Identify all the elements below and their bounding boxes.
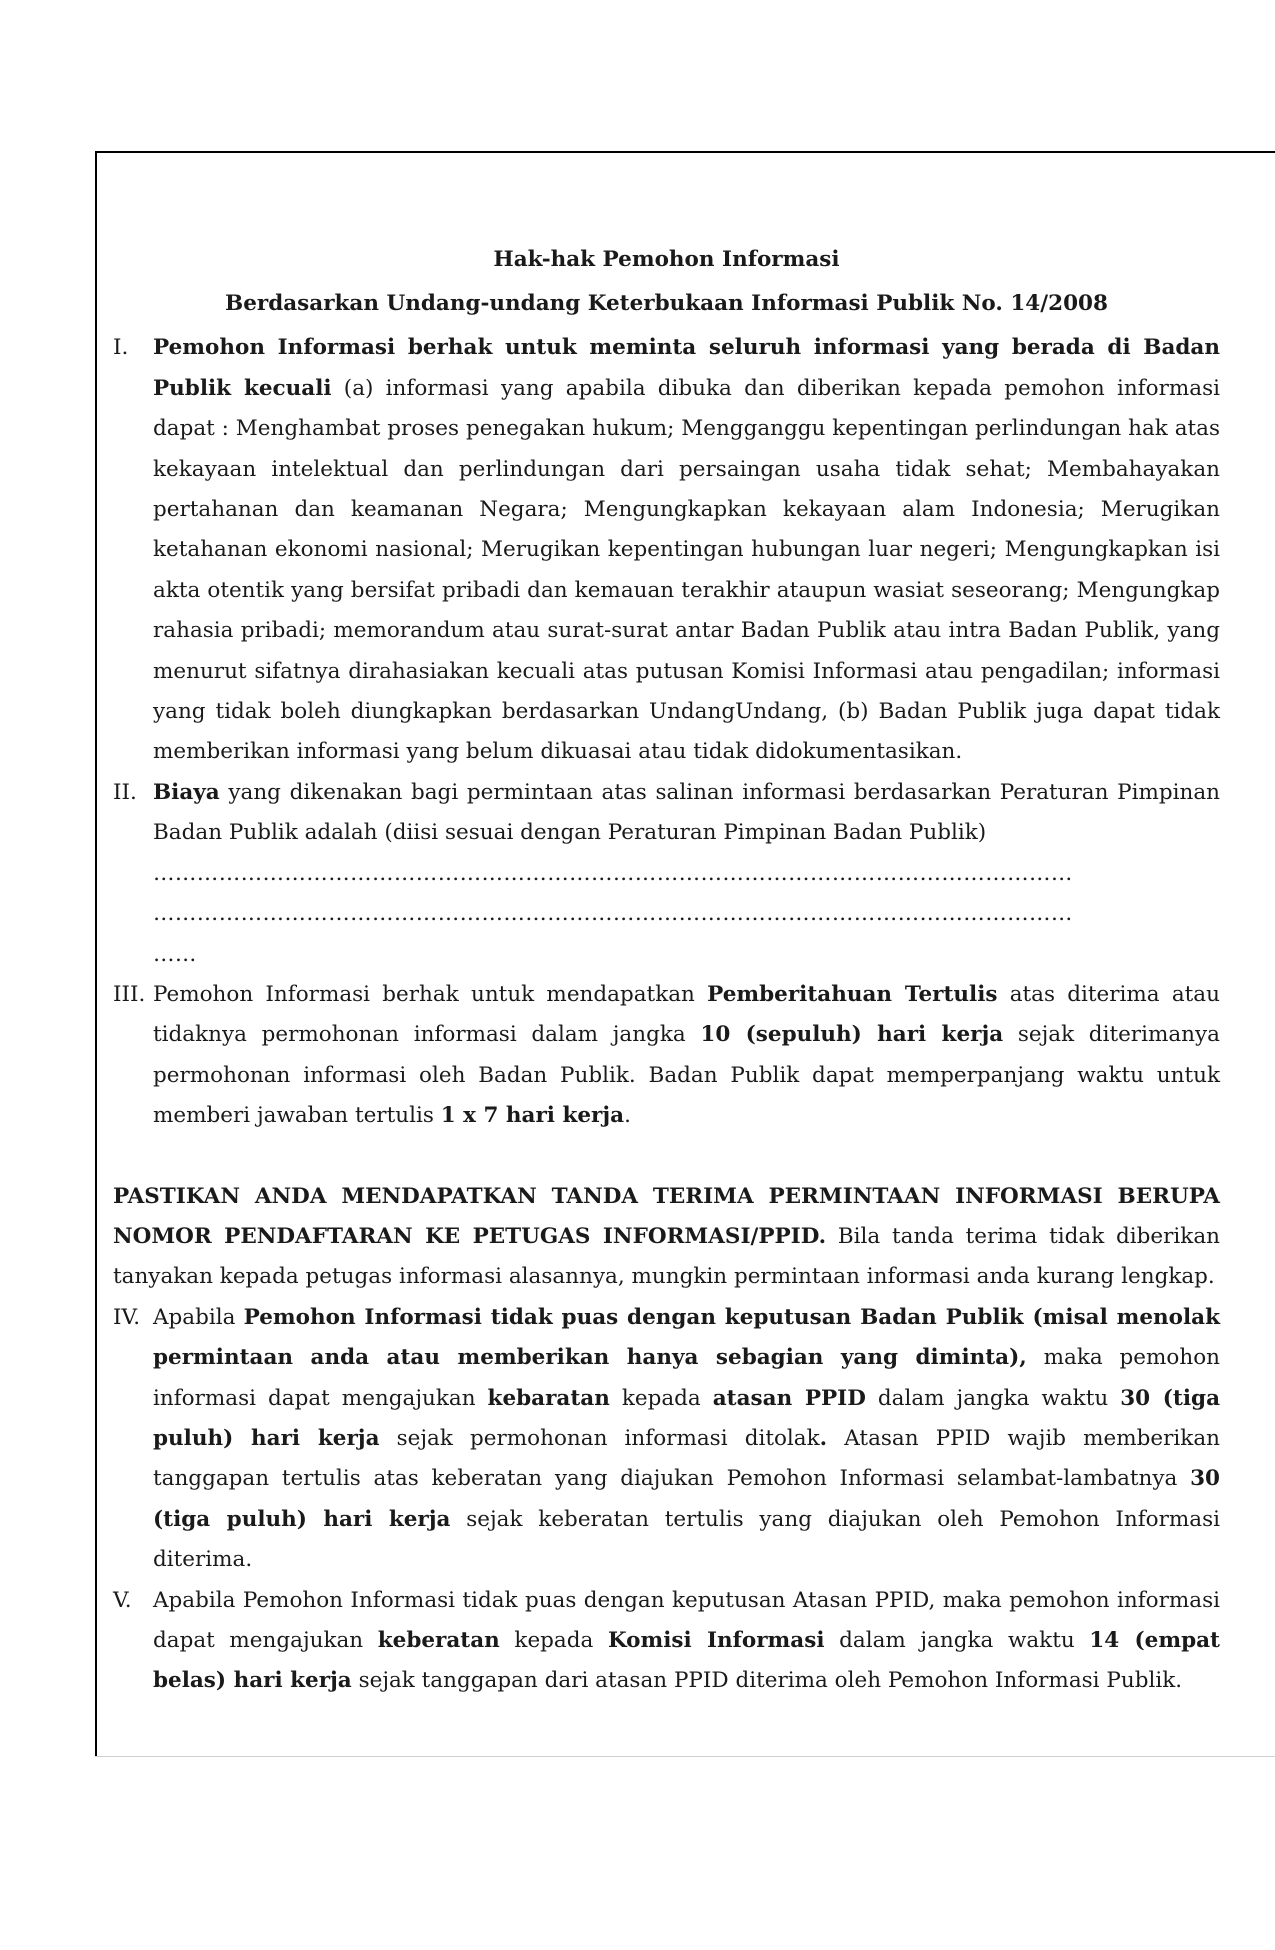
- body-text: (a) informasi yang apabila dibuka dan diberikan kepada pemohon informasi dapat : Menghambat proses penegakan hukum; Mengganggu kepentingan perlindungan hak atas kekayaan intelektual dan perlindungan dari persaingan usaha tidak sehat; Membahayakan pertahanan dan keamanan Negara; Mengungkapkan kekayaan alam Indonesia; Merugikan ketahanan ekonomi nasional; Merugikan kepentingan hubungan luar negeri; Mengungkapkan isi akta otentik yang bersifat pribadi dan kemauan terakhir ataupun wasiat seseorang; Mengungkap rahasia pribadi; memorandum atau surat-surat antar Badan Publik atau intra Badan Publik, yang menurut sifatnya dirahasiakan kecuali atas putusan Komisi Informasi atau pengadilan; informasi yang tidak boleh diungkapkan berdasarkan UndangUndang, (b) Badan Publik juga dapat tidak memberikan informasi yang belum dikuasai atau tidak didokumentasikan.: [153, 375, 1220, 765]
- notice-bold-text: PASTIKAN ANDA MENDAPATKAN TANDA TERIMA PERMINTAAN INFORMASI BERUPA NOMOR PENDAFTARAN KE PETUGAS INFORMASI/PPID.: [113, 1183, 1220, 1249]
- body-text: sejak tanggapan dari atasan PPID diterima oleh Pemohon Informasi Publik.: [351, 1668, 1183, 1694]
- bold-text: Pemohon Informasi berhak untuk meminta seluruh informasi yang berada di Badan Publik kecuali: [153, 335, 1220, 401]
- list-item-2: [113, 773, 1220, 975]
- bold-text: Komisi Informasi: [607, 1628, 825, 1653]
- bold-text: keberatan: [377, 1628, 500, 1653]
- bold-text: 30 (tiga puluh) hari kerja: [153, 1385, 1220, 1451]
- bold-text: 10 (sepuluh) hari kerja: [700, 1022, 1004, 1048]
- fill-in-line: ……: [153, 941, 197, 967]
- list-item-5: [113, 1581, 1220, 1702]
- document-body: [113, 240, 1220, 1702]
- list-number: I.: [113, 335, 129, 361]
- document-title: Hak-hak Pemohon Informasi: [493, 247, 840, 272]
- fill-in-line: ………………………………………………………………………………………………………………: [153, 901, 1073, 927]
- body-text: atas diterima atau tidaknya permohonan informasi dalam jangka: [153, 981, 1220, 1048]
- body-text: kepada: [499, 1628, 608, 1653]
- body-text: Apabila Pemohon Informasi tidak puas dengan keputusan Atasan PPID, maka pemohon informasi dapat mengajukan: [153, 1587, 1220, 1653]
- bold-text: 1 x 7 hari kerja: [440, 1103, 625, 1129]
- body-text: .: [624, 1103, 631, 1129]
- bold-text: Pemberitahuan Tertulis: [707, 981, 998, 1007]
- list-number: III.: [113, 981, 146, 1007]
- spacer: [113, 1137, 1220, 1177]
- bold-text: .: [819, 1425, 828, 1451]
- body-text: sejak keberatan tertulis yang diajukan oleh Pemohon Informasi diterima.: [153, 1506, 1220, 1573]
- body-text: sejak diterimanya permohonan informasi oleh Badan Publik. Badan Publik dapat memperpanjang waktu untuk memberi jawaban tertulis: [153, 1022, 1220, 1129]
- frame-bottom-rule: [95, 1756, 1275, 1757]
- body-text: Apabila: [153, 1304, 244, 1330]
- bold-text: 14 (empat belas) hari kerja: [153, 1628, 1220, 1694]
- bold-text: atasan PPID: [712, 1385, 866, 1411]
- notice-paragraph: [113, 1177, 1220, 1298]
- body-text: Bila tanda terima tidak diberikan tanyakan kepada petugas informasi alasannya, mungkin permintaan informasi anda kurang lengkap.: [113, 1223, 1220, 1290]
- body-text: Atasan PPID wajib memberikan tanggapan tertulis atas keberatan yang diajukan Pemohon Informasi selambat-lambatnya: [153, 1425, 1220, 1492]
- list-item-1: [113, 328, 1220, 772]
- list-number: V.: [113, 1587, 132, 1613]
- fill-in-line: ………………………………………………………………………………………………………………: [153, 860, 1073, 886]
- list-item-3: [113, 975, 1220, 1137]
- body-text: dalam jangka waktu: [865, 1385, 1121, 1411]
- bold-text: kebaratan: [487, 1385, 610, 1411]
- body-text: dalam jangka waktu: [824, 1628, 1090, 1653]
- body-text: Pemohon Informasi berhak untuk mendapatkan: [153, 981, 708, 1007]
- body-text: sejak permohonan informasi ditolak: [379, 1425, 820, 1451]
- bold-text: 30 (tiga puluh) hari kerja: [153, 1466, 1220, 1532]
- bold-text: Pemohon Informasi tidak puas dengan keputusan Badan Publik (misal menolak permintaan anda atau memberikan hanya sebagian yang diminta),: [153, 1304, 1220, 1371]
- list-number: IV.: [113, 1304, 141, 1330]
- document-subtitle: Berdasarkan Undang-undang Keterbukaan Informasi Publik No. 14/2008: [225, 291, 1108, 316]
- body-text: kepada: [609, 1385, 713, 1411]
- bold-text: Biaya: [153, 779, 220, 805]
- list-item-4: [113, 1298, 1220, 1581]
- list-number: II.: [113, 779, 137, 805]
- body-text: yang dikenakan bagi permintaan atas salinan informasi berdasarkan Peraturan Pimpinan Badan Publik adalah (diisi sesuai dengan Peraturan Pimpinan Badan Publik): [153, 779, 1220, 846]
- body-text: maka pemohon informasi dapat mengajukan: [153, 1345, 1220, 1411]
